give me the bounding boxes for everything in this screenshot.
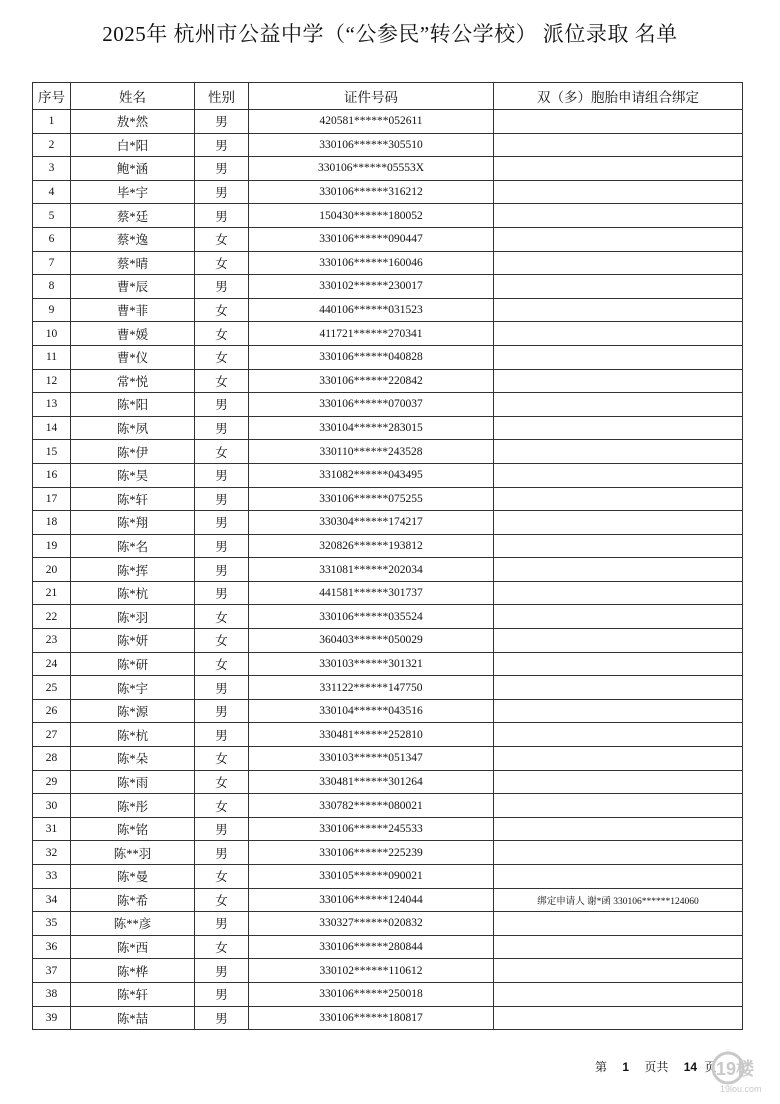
cell-id: 330782******080021 <box>249 794 494 818</box>
cell-id: 330481******301264 <box>249 770 494 794</box>
table-row <box>33 511 743 535</box>
cell-seq: 25 <box>33 676 71 700</box>
table-row <box>33 581 743 605</box>
cell-gender: 男 <box>195 511 249 535</box>
watermark-logo-icon <box>710 1048 772 1096</box>
cell-gender: 女 <box>195 605 249 629</box>
cell-seq: 16 <box>33 463 71 487</box>
table-row <box>33 275 743 299</box>
cell-binding <box>494 723 743 747</box>
table-row <box>33 440 743 464</box>
cell-gender: 男 <box>195 841 249 865</box>
cell-seq: 31 <box>33 817 71 841</box>
cell-seq: 37 <box>33 959 71 983</box>
cell-seq: 21 <box>33 581 71 605</box>
table-row <box>33 676 743 700</box>
cell-id: 330106******05553X <box>249 157 494 181</box>
watermark-url: 19lou.com <box>720 1084 762 1094</box>
cell-name: 陈*宇 <box>71 676 195 700</box>
cell-binding <box>494 511 743 535</box>
table-header-row <box>33 83 743 110</box>
cell-binding <box>494 416 743 440</box>
cell-gender: 女 <box>195 935 249 959</box>
table-row <box>33 935 743 959</box>
cell-name: 陈**羽 <box>71 841 195 865</box>
cell-gender: 男 <box>195 463 249 487</box>
cell-binding <box>494 487 743 511</box>
cell-name: 陈*桦 <box>71 959 195 983</box>
cell-name: 曹*菲 <box>71 298 195 322</box>
cell-id: 330106******090447 <box>249 227 494 251</box>
cell-binding <box>494 345 743 369</box>
cell-name: 陈*希 <box>71 888 195 912</box>
cell-id: 330106******250018 <box>249 982 494 1006</box>
table-row <box>33 652 743 676</box>
cell-id: 330106******220842 <box>249 369 494 393</box>
cell-id: 330481******252810 <box>249 723 494 747</box>
cell-name: 陈*西 <box>71 935 195 959</box>
cell-name: 陈*昊 <box>71 463 195 487</box>
cell-name: 鲍*涵 <box>71 157 195 181</box>
table-row <box>33 841 743 865</box>
table-row <box>33 416 743 440</box>
cell-name: 陈*夙 <box>71 416 195 440</box>
cell-id: 330104******043516 <box>249 699 494 723</box>
cell-gender: 男 <box>195 982 249 1006</box>
header-name: 姓名 <box>71 83 195 110</box>
cell-gender: 女 <box>195 322 249 346</box>
cell-gender: 男 <box>195 817 249 841</box>
cell-name: 蔡*逸 <box>71 227 195 251</box>
cell-seq: 8 <box>33 275 71 299</box>
footer-page-number: 1 <box>622 1060 630 1074</box>
cell-binding <box>494 982 743 1006</box>
cell-id: 440106******031523 <box>249 298 494 322</box>
table-row <box>33 982 743 1006</box>
cell-name: 陈*轩 <box>71 487 195 511</box>
table-row <box>33 133 743 157</box>
cell-seq: 10 <box>33 322 71 346</box>
cell-gender: 女 <box>195 440 249 464</box>
cell-name: 曹*辰 <box>71 275 195 299</box>
cell-seq: 22 <box>33 605 71 629</box>
cell-id: 360403******050029 <box>249 629 494 653</box>
table-row <box>33 747 743 771</box>
table-row <box>33 322 743 346</box>
cell-name: 陈*名 <box>71 534 195 558</box>
cell-binding <box>494 770 743 794</box>
cell-seq: 27 <box>33 723 71 747</box>
cell-gender: 男 <box>195 157 249 181</box>
cell-seq: 19 <box>33 534 71 558</box>
cell-id: 330106******225239 <box>249 841 494 865</box>
cell-id: 330106******035524 <box>249 605 494 629</box>
table-row <box>33 794 743 818</box>
cell-gender: 女 <box>195 345 249 369</box>
cell-id: 330106******070037 <box>249 393 494 417</box>
cell-binding <box>494 227 743 251</box>
cell-seq: 39 <box>33 1006 71 1030</box>
cell-binding <box>494 912 743 936</box>
cell-gender: 男 <box>195 1006 249 1030</box>
cell-name: 陈*羽 <box>71 605 195 629</box>
table-row <box>33 770 743 794</box>
cell-gender: 女 <box>195 747 249 771</box>
cell-gender: 男 <box>195 487 249 511</box>
cell-id: 331082******043495 <box>249 463 494 487</box>
cell-gender: 女 <box>195 251 249 275</box>
table-row <box>33 204 743 228</box>
cell-gender: 男 <box>195 534 249 558</box>
cell-name: 陈*妍 <box>71 629 195 653</box>
cell-id: 441581******301737 <box>249 581 494 605</box>
cell-gender: 男 <box>195 723 249 747</box>
cell-binding <box>494 204 743 228</box>
cell-name: 陈*喆 <box>71 1006 195 1030</box>
cell-name: 蔡*晴 <box>71 251 195 275</box>
cell-binding <box>494 865 743 889</box>
table-row <box>33 463 743 487</box>
page-footer <box>595 1058 716 1075</box>
cell-id: 330106******245533 <box>249 817 494 841</box>
page-title: 2025年 杭州市公益中学（“公参民”转公学校） 派位录取 名单 <box>102 22 678 46</box>
cell-gender: 男 <box>195 110 249 134</box>
cell-id: 320826******193812 <box>249 534 494 558</box>
table-row <box>33 298 743 322</box>
cell-id: 330102******110612 <box>249 959 494 983</box>
cell-binding <box>494 581 743 605</box>
cell-binding <box>494 959 743 983</box>
cell-id: 330106******124044 <box>249 888 494 912</box>
table-row <box>33 345 743 369</box>
footer-suffix: 页 <box>704 1060 717 1074</box>
cell-binding <box>494 275 743 299</box>
cell-seq: 7 <box>33 251 71 275</box>
cell-seq: 38 <box>33 982 71 1006</box>
cell-seq: 2 <box>33 133 71 157</box>
table-row <box>33 865 743 889</box>
cell-binding <box>494 133 743 157</box>
cell-seq: 32 <box>33 841 71 865</box>
cell-id: 330105******090021 <box>249 865 494 889</box>
cell-id: 330327******020832 <box>249 912 494 936</box>
cell-gender: 女 <box>195 888 249 912</box>
cell-gender: 女 <box>195 794 249 818</box>
cell-name: 陈*轩 <box>71 982 195 1006</box>
cell-gender: 女 <box>195 629 249 653</box>
table-row <box>33 487 743 511</box>
table-row <box>33 699 743 723</box>
cell-gender: 女 <box>195 865 249 889</box>
footer-page-prefix: 第 <box>595 1060 608 1074</box>
cell-name: 白*阳 <box>71 133 195 157</box>
cell-id: 331122******147750 <box>249 676 494 700</box>
cell-seq: 24 <box>33 652 71 676</box>
table-row <box>33 959 743 983</box>
cell-name: 常*悦 <box>71 369 195 393</box>
cell-id: 330106******160046 <box>249 251 494 275</box>
cell-name: 敖*然 <box>71 110 195 134</box>
table-row <box>33 251 743 275</box>
table-row <box>33 888 743 912</box>
cell-gender: 男 <box>195 558 249 582</box>
cell-binding <box>494 676 743 700</box>
cell-seq: 9 <box>33 298 71 322</box>
cell-seq: 3 <box>33 157 71 181</box>
cell-binding <box>494 605 743 629</box>
cell-id: 330102******230017 <box>249 275 494 299</box>
cell-seq: 15 <box>33 440 71 464</box>
cell-binding <box>494 110 743 134</box>
cell-binding <box>494 935 743 959</box>
cell-binding <box>494 558 743 582</box>
header-gender: 性别 <box>195 83 249 110</box>
cell-name: 陈*阳 <box>71 393 195 417</box>
cell-binding <box>494 157 743 181</box>
table-row <box>33 817 743 841</box>
cell-gender: 男 <box>195 912 249 936</box>
cell-name: 陈*铭 <box>71 817 195 841</box>
cell-gender: 男 <box>195 581 249 605</box>
cell-binding <box>494 180 743 204</box>
table-row <box>33 534 743 558</box>
cell-binding <box>494 463 743 487</box>
cell-gender: 男 <box>195 204 249 228</box>
cell-seq: 13 <box>33 393 71 417</box>
cell-id: 330103******301321 <box>249 652 494 676</box>
cell-id: 330106******040828 <box>249 345 494 369</box>
cell-binding: 绑定申请人 谢*函 330106******124060 <box>494 888 743 912</box>
cell-seq: 4 <box>33 180 71 204</box>
cell-id: 411721******270341 <box>249 322 494 346</box>
cell-id: 330106******075255 <box>249 487 494 511</box>
cell-id: 330110******243528 <box>249 440 494 464</box>
cell-seq: 36 <box>33 935 71 959</box>
cell-seq: 18 <box>33 511 71 535</box>
cell-gender: 男 <box>195 416 249 440</box>
cell-seq: 29 <box>33 770 71 794</box>
cell-gender: 女 <box>195 369 249 393</box>
cell-id: 331081******202034 <box>249 558 494 582</box>
table-row <box>33 157 743 181</box>
cell-gender: 女 <box>195 770 249 794</box>
cell-binding <box>494 794 743 818</box>
cell-seq: 17 <box>33 487 71 511</box>
cell-gender: 男 <box>195 180 249 204</box>
table-row <box>33 912 743 936</box>
cell-id: 330304******174217 <box>249 511 494 535</box>
table-row <box>33 227 743 251</box>
cell-binding <box>494 440 743 464</box>
cell-id: 330106******305510 <box>249 133 494 157</box>
cell-seq: 26 <box>33 699 71 723</box>
cell-gender: 女 <box>195 652 249 676</box>
table-row <box>33 558 743 582</box>
header-id: 证件号码 <box>249 83 494 110</box>
cell-seq: 33 <box>33 865 71 889</box>
cell-name: 陈*杭 <box>71 723 195 747</box>
cell-name: 蔡*廷 <box>71 204 195 228</box>
cell-binding <box>494 817 743 841</box>
cell-binding <box>494 369 743 393</box>
table-row <box>33 369 743 393</box>
table-row <box>33 1006 743 1030</box>
cell-gender: 女 <box>195 227 249 251</box>
cell-gender: 男 <box>195 133 249 157</box>
cell-name: 陈*伊 <box>71 440 195 464</box>
cell-binding <box>494 652 743 676</box>
cell-binding <box>494 747 743 771</box>
table-body <box>33 110 743 1030</box>
cell-seq: 14 <box>33 416 71 440</box>
header-seq: 序号 <box>33 83 71 110</box>
cell-name: 陈*杭 <box>71 581 195 605</box>
cell-name: 陈*研 <box>71 652 195 676</box>
cell-id: 150430******180052 <box>249 204 494 228</box>
cell-gender: 男 <box>195 959 249 983</box>
cell-seq: 1 <box>33 110 71 134</box>
cell-id: 330106******180817 <box>249 1006 494 1030</box>
cell-id: 330104******283015 <box>249 416 494 440</box>
cell-seq: 23 <box>33 629 71 653</box>
table-row <box>33 180 743 204</box>
cell-name: 陈*翔 <box>71 511 195 535</box>
cell-seq: 34 <box>33 888 71 912</box>
cell-binding <box>494 251 743 275</box>
cell-name: 曹*媛 <box>71 322 195 346</box>
cell-name: 毕*宇 <box>71 180 195 204</box>
cell-binding <box>494 1006 743 1030</box>
table-row <box>33 110 743 134</box>
table-row <box>33 393 743 417</box>
cell-name: 陈*朵 <box>71 747 195 771</box>
cell-name: 陈*源 <box>71 699 195 723</box>
cell-name: 陈*曼 <box>71 865 195 889</box>
cell-id: 330103******051347 <box>249 747 494 771</box>
cell-seq: 28 <box>33 747 71 771</box>
table-row <box>33 723 743 747</box>
cell-gender: 男 <box>195 699 249 723</box>
footer-mid: 页共 <box>644 1060 669 1074</box>
watermark-logo-text: 19楼 <box>716 1059 755 1079</box>
cell-binding <box>494 699 743 723</box>
cell-binding <box>494 629 743 653</box>
cell-gender: 女 <box>195 298 249 322</box>
cell-name: 陈*雨 <box>71 770 195 794</box>
cell-seq: 5 <box>33 204 71 228</box>
cell-seq: 6 <box>33 227 71 251</box>
cell-gender: 男 <box>195 393 249 417</box>
table-row <box>33 629 743 653</box>
cell-seq: 20 <box>33 558 71 582</box>
cell-seq: 35 <box>33 912 71 936</box>
cell-name: 陈**彦 <box>71 912 195 936</box>
table-row <box>33 605 743 629</box>
header-binding: 双（多）胞胎申请组合绑定 <box>494 83 743 110</box>
admission-table <box>32 82 743 1030</box>
cell-id: 330106******280844 <box>249 935 494 959</box>
cell-name: 陈*彤 <box>71 794 195 818</box>
cell-binding <box>494 393 743 417</box>
cell-binding <box>494 322 743 346</box>
cell-seq: 11 <box>33 345 71 369</box>
cell-id: 420581******052611 <box>249 110 494 134</box>
footer-total-pages: 14 <box>683 1060 698 1074</box>
cell-name: 曹*仪 <box>71 345 195 369</box>
cell-id: 330106******316212 <box>249 180 494 204</box>
cell-binding <box>494 841 743 865</box>
cell-seq: 12 <box>33 369 71 393</box>
cell-gender: 男 <box>195 275 249 299</box>
cell-binding <box>494 534 743 558</box>
cell-binding <box>494 298 743 322</box>
cell-seq: 30 <box>33 794 71 818</box>
cell-name: 陈*挥 <box>71 558 195 582</box>
cell-gender: 男 <box>195 676 249 700</box>
